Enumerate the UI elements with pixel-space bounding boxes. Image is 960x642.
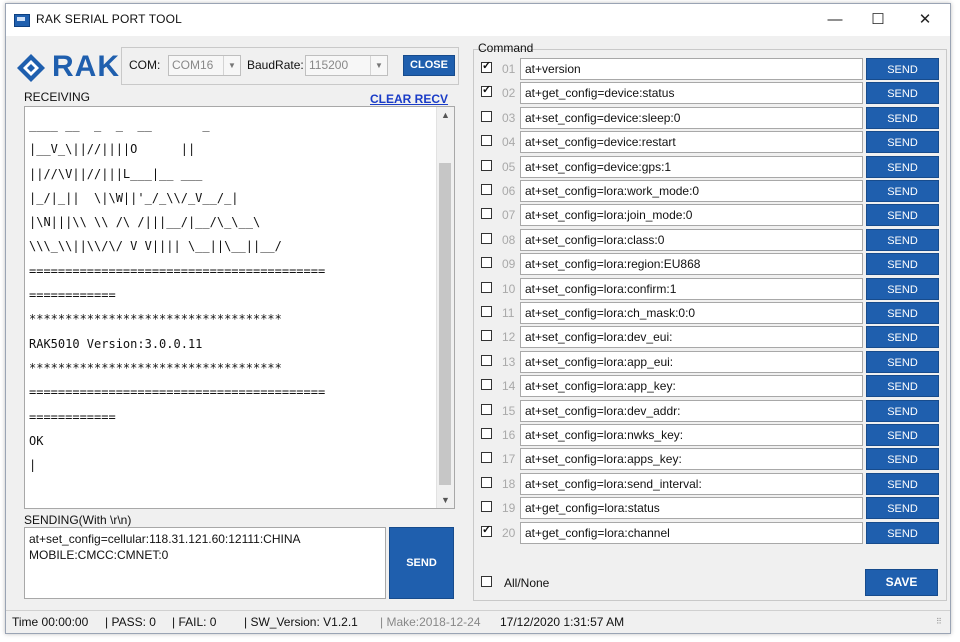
- command-label: Command: [478, 41, 534, 55]
- command-row: [478, 448, 943, 470]
- command-checkbox[interactable]: [481, 477, 492, 488]
- command-row: [478, 58, 943, 80]
- command-row: [478, 180, 943, 202]
- receive-text-area[interactable]: [24, 106, 455, 509]
- command-row: [478, 351, 943, 373]
- chevron-down-icon: ▼: [223, 56, 240, 75]
- command-checkbox[interactable]: [481, 379, 492, 390]
- checkmark-icon: ✓: [482, 523, 492, 536]
- command-input[interactable]: at+version: [520, 58, 863, 80]
- command-input[interactable]: at+get_config=lora:status: [520, 497, 863, 519]
- status-pass: | PASS: 0: [105, 615, 156, 629]
- command-checkbox[interactable]: [481, 135, 492, 146]
- close-window-button[interactable]: ✕: [918, 11, 932, 28]
- status-fail: | FAIL: 0: [172, 615, 217, 629]
- command-number: 08: [502, 232, 516, 247]
- command-input[interactable]: at+set_config=lora:class:0: [520, 229, 863, 251]
- command-send-button[interactable]: SEND: [866, 400, 939, 422]
- resize-grip-icon[interactable]: ⠿: [936, 617, 942, 626]
- checkmark-icon: ✓: [482, 84, 492, 97]
- command-send-button[interactable]: SEND: [866, 204, 939, 226]
- app-icon: [14, 14, 30, 27]
- command-checkbox[interactable]: [481, 404, 492, 415]
- command-checkbox[interactable]: [481, 523, 492, 537]
- command-send-button[interactable]: SEND: [866, 375, 939, 397]
- command-row: [478, 156, 943, 178]
- com-label: COM:: [129, 58, 161, 72]
- command-checkbox[interactable]: [481, 160, 492, 171]
- scroll-down-icon[interactable]: ▼: [441, 495, 450, 505]
- command-number: 15: [502, 403, 516, 418]
- command-number: 14: [502, 379, 516, 394]
- command-checkbox[interactable]: [481, 86, 492, 97]
- command-checkbox[interactable]: [481, 62, 492, 73]
- command-row: [478, 82, 943, 104]
- command-checkbox[interactable]: [481, 452, 492, 463]
- command-send-button[interactable]: SEND: [866, 156, 939, 178]
- command-row: [478, 497, 943, 519]
- rak-logo-icon: [16, 53, 46, 83]
- status-bar: [6, 610, 950, 633]
- command-send-button[interactable]: SEND: [866, 473, 939, 495]
- command-number: 06: [502, 184, 516, 198]
- command-send-button[interactable]: SEND: [866, 424, 939, 446]
- main-content: [6, 36, 950, 611]
- command-input[interactable]: at+get_config=device:status: [520, 82, 863, 104]
- command-input[interactable]: at+set_config=lora:dev_addr:: [520, 400, 863, 422]
- command-send-button[interactable]: SEND: [866, 497, 939, 519]
- command-checkbox[interactable]: [481, 501, 492, 512]
- command-input[interactable]: at+set_config=device:gps:1: [520, 156, 863, 178]
- command-number: 01: [502, 62, 516, 76]
- command-input[interactable]: at+set_config=lora:app_eui:: [520, 351, 863, 373]
- baudrate-value: 115200: [309, 58, 349, 72]
- command-input[interactable]: at+set_config=lora:ch_mask:0:0: [520, 302, 863, 324]
- chevron-down-icon: ▼: [370, 56, 387, 75]
- command-number: 18: [502, 476, 516, 491]
- save-button[interactable]: SAVE: [865, 569, 938, 596]
- command-send-button[interactable]: SEND: [866, 82, 939, 104]
- baudrate-label: BaudRate:: [247, 58, 304, 72]
- command-number: 09: [502, 257, 516, 272]
- command-checkbox[interactable]: [481, 208, 492, 219]
- command-checkbox[interactable]: [481, 257, 492, 268]
- command-send-button[interactable]: SEND: [866, 278, 939, 300]
- command-send-button[interactable]: SEND: [866, 326, 939, 348]
- app-window: [5, 3, 951, 634]
- command-number: 07: [502, 208, 516, 223]
- title-bar: [6, 4, 950, 36]
- receive-line: |_/|_|| \|\W||'_/_\\/_V__/_|: [29, 190, 239, 205]
- command-input[interactable]: at+set_config=lora:apps_key:: [520, 448, 863, 470]
- command-row: [478, 253, 943, 275]
- receive-line: |: [29, 458, 37, 473]
- send-text-input[interactable]: at+set_config=cellular:118.31.121.60:12111:CHINA MOBILE:CMCC:CMNET:0: [24, 527, 386, 599]
- rak-logo: [16, 50, 120, 84]
- receive-line: =========================================: [29, 385, 326, 400]
- command-input[interactable]: at+set_config=device:restart: [520, 131, 863, 153]
- com-port-select[interactable]: [168, 55, 241, 76]
- receive-line: ============: [29, 409, 116, 424]
- receive-line: |__V_\||//||||O ||: [29, 142, 196, 157]
- command-row: [478, 326, 943, 348]
- command-send-button[interactable]: SEND: [866, 253, 939, 275]
- command-row: [478, 278, 943, 300]
- status-time: Time 00:00:00: [12, 615, 89, 629]
- command-row: [478, 375, 943, 397]
- maximize-button[interactable]: ☐: [871, 11, 885, 28]
- status-sw-version: | SW_Version: V1.2.1: [244, 615, 358, 629]
- command-number: 20: [502, 525, 516, 540]
- command-number: 19: [502, 501, 516, 516]
- command-checkbox[interactable]: [481, 330, 492, 341]
- command-checkbox[interactable]: [481, 184, 492, 195]
- command-row: [478, 229, 943, 251]
- command-input[interactable]: at+set_config=lora:confirm:1: [520, 278, 863, 300]
- command-send-button[interactable]: SEND: [866, 180, 939, 202]
- command-checkbox[interactable]: [481, 306, 492, 317]
- command-row: [478, 473, 943, 495]
- command-checkbox[interactable]: [481, 355, 492, 366]
- command-input[interactable]: at+set_config=lora:join_mode:0: [520, 204, 863, 226]
- baudrate-select[interactable]: [305, 55, 388, 76]
- command-input[interactable]: at+set_config=lora:send_interval:: [520, 473, 863, 495]
- minimize-button[interactable]: —: [827, 11, 843, 28]
- receive-log: [29, 113, 434, 477]
- send-button[interactable]: SEND: [389, 527, 454, 599]
- receive-line: ============: [29, 288, 116, 303]
- sending-label: SENDING(With \r\n): [24, 513, 132, 527]
- command-number: 11: [502, 306, 515, 320]
- all-none-checkbox[interactable]: [481, 576, 492, 587]
- command-row: [478, 400, 943, 422]
- command-send-button[interactable]: SEND: [866, 229, 939, 251]
- command-number: 12: [502, 330, 516, 345]
- receive-line: |\N|||\\ \\ /\ /|||__/|__/\_\__\: [29, 215, 261, 230]
- logo-text: RAK: [52, 50, 120, 83]
- status-make: | Make:2018-12-24: [380, 615, 481, 629]
- checkmark-icon: ✓: [482, 60, 492, 72]
- command-checkbox[interactable]: [481, 428, 492, 439]
- command-row: [478, 107, 943, 129]
- scrollbar-thumb[interactable]: [439, 163, 451, 485]
- receive-line: ***********************************: [29, 312, 282, 327]
- command-number: 02: [502, 86, 516, 101]
- receive-line: ***********************************: [29, 360, 282, 375]
- command-row: [478, 131, 943, 153]
- receive-line: \\\_\\||\\/\/ V V|||| \__||\__||__/: [29, 239, 282, 254]
- receive-line: =========================================: [29, 263, 326, 278]
- command-send-button[interactable]: SEND: [866, 107, 939, 129]
- command-number: 10: [502, 281, 516, 296]
- scroll-up-icon[interactable]: ▲: [441, 110, 450, 120]
- status-datetime: 17/12/2020 1:31:57 AM: [500, 615, 625, 629]
- receive-line: OK: [29, 433, 44, 448]
- command-input[interactable]: at+set_config=lora:region:EU868: [520, 253, 863, 275]
- receive-line: ____ __ _ _ __ _: [29, 118, 210, 132]
- window-title: RAK SERIAL PORT TOOL: [36, 12, 183, 26]
- close-port-button[interactable]: CLOSE: [403, 55, 455, 76]
- command-input[interactable]: at+get_config=lora:channel: [520, 522, 863, 544]
- command-number: 16: [502, 428, 516, 442]
- command-send-button[interactable]: SEND: [866, 522, 939, 544]
- receive-scrollbar[interactable]: [436, 107, 454, 508]
- command-input[interactable]: at+set_config=lora:app_key:: [520, 375, 863, 397]
- command-input[interactable]: at+set_config=lora:work_mode:0: [520, 180, 863, 202]
- command-input[interactable]: at+set_config=device:sleep:0: [520, 107, 863, 129]
- command-number: 04: [502, 135, 516, 150]
- command-number: 17: [502, 452, 516, 467]
- command-checkbox[interactable]: [481, 233, 492, 244]
- all-none-label: All/None: [504, 576, 550, 590]
- command-number: 05: [502, 159, 516, 174]
- com-port-value: COM16: [172, 58, 214, 72]
- command-row: [478, 424, 943, 446]
- command-number: 13: [502, 354, 516, 369]
- command-row: [478, 204, 943, 226]
- command-send-button[interactable]: SEND: [866, 448, 939, 470]
- command-input[interactable]: at+set_config=lora:dev_eui:: [520, 326, 863, 348]
- command-row: [478, 522, 943, 544]
- command-number: 03: [502, 110, 516, 125]
- clear-recv-link[interactable]: CLEAR RECV: [370, 92, 449, 106]
- command-send-button[interactable]: SEND: [866, 58, 939, 80]
- command-checkbox[interactable]: [481, 111, 492, 122]
- command-checkbox[interactable]: [481, 282, 492, 293]
- receive-line: ||//\V||//|||L___|__ ___: [29, 166, 203, 181]
- command-send-button[interactable]: SEND: [866, 131, 939, 153]
- receiving-label: RECEIVING: [24, 90, 91, 104]
- receive-line: RAK5010 Version:3.0.0.11: [29, 336, 203, 351]
- command-send-button[interactable]: SEND: [866, 351, 939, 373]
- command-input[interactable]: at+set_config=lora:nwks_key:: [520, 424, 863, 446]
- command-row: [478, 302, 943, 324]
- command-send-button[interactable]: SEND: [866, 302, 939, 324]
